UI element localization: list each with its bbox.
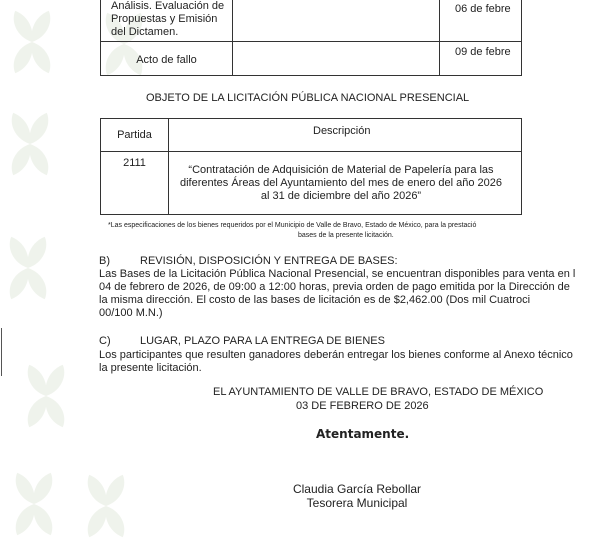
paragraph-line: Las Bases de la Licitación Pública Nacional Presencial, se encuentran disponibles para venta en l [99, 268, 576, 280]
schedule-table [100, 0, 522, 76]
section-c-heading [99, 335, 385, 347]
table-divider [439, 0, 440, 75]
footnote-line: bases de la presente licitación. [298, 232, 394, 239]
leaf-watermark-icon [0, 468, 70, 540]
footnote [108, 221, 518, 241]
section-c-paragraph [99, 349, 573, 375]
partida-description: “Contratación de Adquisición de Material de Papelería para las diferentes Áreas del Ayuntamiento del mes de enero del año 2026 al 31 de diciembre del año 2026” [179, 164, 503, 202]
section-letter: B) [99, 255, 110, 267]
signer-name: Claudia García Rebollar [292, 482, 422, 496]
paragraph-line: 00/100 M.N.) [99, 307, 163, 319]
section-letter: C) [99, 335, 111, 347]
section-title: REVISIÓN, DISPOSICIÓN Y ENTREGA DE BASES: [140, 255, 398, 267]
paragraph-line: la misma dirección. El costo de las bases de licitación es de $2,462.00 (Dos mil Cuatroci [99, 294, 531, 306]
paragraph-line: la presente licitación. [99, 362, 202, 374]
leaf-watermark-icon [0, 6, 68, 78]
schedule-date-cell: 09 de febre [455, 46, 511, 58]
leaf-watermark-icon [10, 360, 82, 432]
leaf-watermark-icon [0, 108, 66, 180]
leaf-watermark-icon [70, 470, 142, 542]
signer-title: Tesorera Municipal [306, 496, 408, 510]
leaf-watermark-icon [0, 232, 64, 304]
section-b-heading [99, 255, 398, 267]
table-divider [101, 41, 521, 42]
object-title: OBJETO DE LA LICITACIÓN PÚBLICA NACIONAL PRESENCIAL [146, 92, 470, 104]
paragraph-line: Los participantes que resulten ganadores deberán entregar los bienes conforme al Anexo técnico [99, 349, 573, 361]
partida-number: 2111 [123, 157, 146, 169]
margin-rule [1, 328, 2, 376]
column-header-partida: Partida [117, 129, 152, 141]
section-title: LUGAR, PLAZO PARA LA ENTREGA DE BIENES [140, 335, 385, 347]
schedule-activity-cell: Análisis. Evaluación de Propuestas y Emisión del Dictamen. [111, 0, 225, 38]
table-divider [168, 119, 169, 214]
table-divider [232, 0, 233, 75]
section-b-paragraph [99, 268, 576, 320]
salutation: Atentamente. [316, 427, 410, 441]
footnote-line: *Las especificaciones de los bienes requeridos por el Municipio de Valle de Bravo, Estado de México, para la prestació [108, 222, 477, 229]
closing-place: EL AYUNTAMIENTO DE VALLE DE BRAVO, ESTADO DE MÉXICO [213, 386, 544, 398]
closing-date: 03 DE FEBRERO DE 2026 [296, 400, 429, 412]
schedule-date-cell: 06 de febre [455, 3, 511, 15]
table-divider [101, 151, 521, 152]
paragraph-line: 04 de febrero de 2026, de 09:00 a 12:00 horas, previa orden de pago emitida por la Dirección de [99, 281, 570, 293]
partida-table [100, 118, 522, 215]
schedule-activity-cell: Acto de fallo [136, 54, 197, 66]
column-header-descripcion: Descripción [313, 125, 371, 137]
